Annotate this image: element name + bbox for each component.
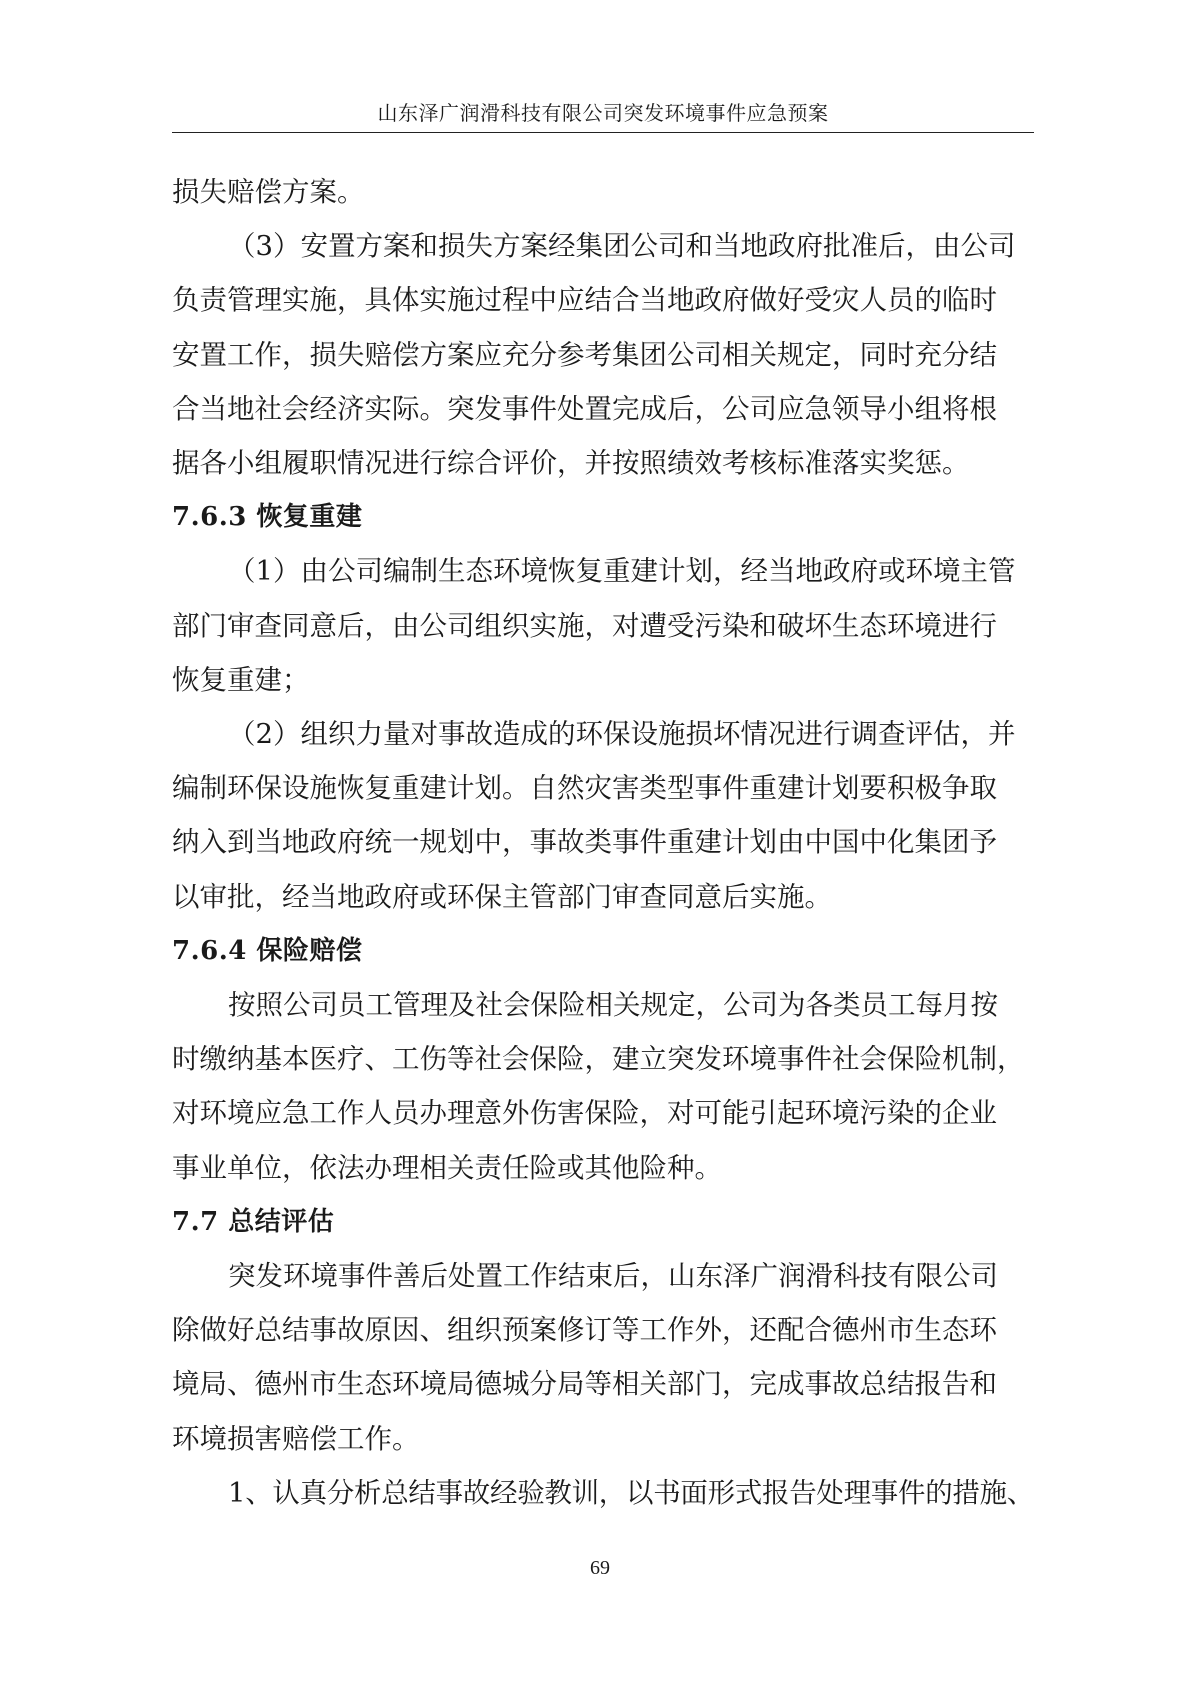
page-number: 69 [590,1557,610,1579]
section-heading: 7.6.3 恢复重建 [172,502,363,533]
paragraph-line: 据各小组履职情况进行综合评价，并按照绩效考核标准落实奖惩。 [172,447,970,480]
paragraph-line: 合当地社会经济实际。突发事件处置完成后，公司应急领导小组将根 [172,392,997,425]
paragraph-line: 除做好总结事故原因、组织预案修订等工作外，还配合德州市生态环 [172,1314,997,1347]
paragraph-line: 时缴纳基本医疗、工伤等社会保险，建立突发环境事件社会保险机制， [172,1043,1025,1076]
paragraph-line: 按照公司员工管理及社会保险相关规定，公司为各类员工每月按 [228,989,998,1022]
paragraph-line: （3）安置方案和损失方案经集团公司和当地政府批准后，由公司 [228,230,1016,263]
paragraph-line: 安置工作，损失赔偿方案应充分参考集团公司相关规定，同时充分结 [172,338,997,371]
paragraph-line: 负责管理实施，具体实施过程中应结合当地政府做好受灾人员的临时 [172,284,997,317]
paragraph-line: 环境损害赔偿工作。 [172,1422,420,1455]
paragraph-line: 境局、德州市生态环境局德城分局等相关部门，完成事故总结报告和 [172,1368,997,1401]
paragraph-line: 部门审查同意后，由公司组织实施，对遭受污染和破坏生态环境进行 [172,609,997,642]
paragraph-line: 突发环境事件善后处置工作结束后，山东泽广润滑科技有限公司 [228,1260,998,1293]
paragraph-line: 以审批，经当地政府或环保主管部门审查同意后实施。 [172,880,832,913]
page-header [172,98,1034,133]
paragraph-line: 恢复重建； [172,663,310,696]
paragraph-line: （2）组织力量对事故造成的环保设施损坏情况进行调查评估，并 [228,718,1016,751]
paragraph-line: 事业单位，依法办理相关责任险或其他险种。 [172,1151,722,1184]
section-heading: 7.6.4 保险赔偿 [172,935,363,966]
paragraph-line: 损失赔偿方案。 [172,176,365,208]
document-title: 山东泽广润滑科技有限公司突发环境事件应急预案 [377,101,829,125]
paragraph-line: 1、认真分析总结事故经验教训，以书面形式报告处理事件的措施、 [228,1476,1034,1509]
section-heading: 7.7 总结评估 [172,1206,335,1237]
paragraph-line: 纳入到当地政府统一规划中，事故类事件重建计划由中国中化集团予 [172,826,997,859]
paragraph-line: 编制环保设施恢复重建计划。自然灾害类型事件重建计划要积极争取 [172,772,997,805]
paragraph-line: 对环境应急工作人员办理意外伤害保险，对可能引起环境污染的企业 [172,1097,997,1130]
paragraph-line: （1）由公司编制生态环境恢复重建计划，经当地政府或环境主管 [228,555,1016,588]
document-body [172,165,1034,1520]
